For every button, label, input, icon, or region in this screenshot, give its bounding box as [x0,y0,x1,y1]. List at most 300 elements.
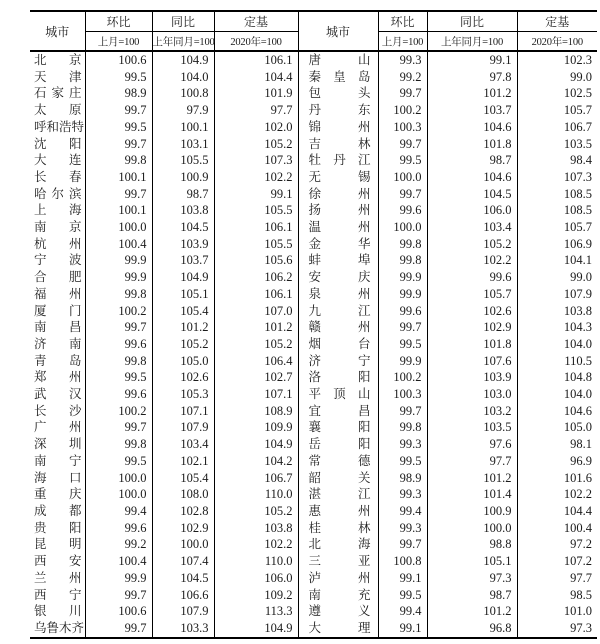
city-cell: 石 家 庄 [30,85,85,102]
table-row [30,620,597,638]
table-row [30,520,597,537]
city-cell: 赣 州 [298,319,378,336]
fixed-value: 104.9 [214,436,298,453]
city-cell: 乌 鲁 木 齐 [30,620,85,638]
yoy-value: 103.2 [427,403,517,420]
city-cell: 沈 阳 [30,136,85,153]
yoy-value: 104.5 [152,570,214,587]
yoy-value: 105.1 [152,286,214,303]
city-cell: 天 津 [30,69,85,86]
mom-value: 99.2 [378,69,427,86]
yoy-value: 107.9 [152,603,214,620]
city-cell: 海 口 [30,470,85,487]
city-cell: 宁 波 [30,252,85,269]
mom-value: 99.7 [85,102,152,119]
fixed-value: 106.9 [563,236,592,251]
mom-value: 99.8 [378,419,427,436]
city-cell: 广 州 [30,419,85,436]
mom-value: 99.9 [85,570,152,587]
fixed-value: 106.1 [214,219,298,236]
table-row [30,303,597,320]
city-cell: 青 岛 [30,353,85,370]
yoy-value: 98.7 [152,186,214,203]
yoy-value: 103.9 [152,236,214,253]
fixed-value: 106.1 [214,286,298,303]
fixed-value: 107.0 [214,303,298,320]
yoy-value: 108.0 [152,486,214,503]
mom-value: 100.2 [378,102,427,119]
table-row [30,51,597,69]
fixed-value: 99.0 [570,69,592,84]
yoy-value: 105.2 [427,236,517,253]
yoy-value: 102.2 [427,252,517,269]
mom-value: 99.5 [378,152,427,169]
mom-value: 99.7 [378,403,427,420]
city-cell: 北 海 [298,536,378,553]
table-row [30,152,597,169]
fixed-value: 105.2 [214,336,298,353]
yoy-value: 107.1 [152,403,214,420]
mom-value: 99.7 [85,186,152,203]
fixed-value: 110.0 [214,553,298,570]
yoy-value: 102.9 [152,520,214,537]
yoy-value: 98.7 [427,587,517,604]
mom-value: 99.8 [85,286,152,303]
fixed-value: 110.0 [214,486,298,503]
mom-value: 100.1 [85,169,152,186]
fixed-value: 106.1 [214,51,298,69]
table-row [30,136,597,153]
fixed-value: 104.0 [563,336,592,351]
city-cell: 徐 州 [298,186,378,203]
table-row [30,336,597,353]
fixed-value: 107.1 [214,386,298,403]
table-row [30,587,597,604]
fixed-value: 97.7 [214,102,298,119]
fixed-value: 105.7 [563,220,592,235]
fixed-value: 104.1 [563,253,592,268]
fixed-value: 103.8 [563,303,592,318]
city-cell: 深 圳 [30,436,85,453]
yoy-value: 103.7 [427,102,517,119]
yoy-value: 103.8 [152,202,214,219]
table-row [30,503,597,520]
city-cell: 武 汉 [30,386,85,403]
mom-value: 99.5 [85,453,152,470]
mom-value: 100.1 [85,202,152,219]
yoy-value: 97.9 [152,102,214,119]
mom-value: 99.4 [378,503,427,520]
city-cell: 长 沙 [30,403,85,420]
mom-value: 98.9 [85,85,152,102]
mom-base-label: 上月=100 [378,32,427,52]
mom-value: 99.7 [378,536,427,553]
table-row [30,536,597,553]
mom-value: 100.0 [85,486,152,503]
mom-value: 99.8 [378,236,427,253]
mom-value: 99.4 [378,603,427,620]
mom-value: 99.6 [378,303,427,320]
mom-value: 99.1 [378,570,427,587]
mom-value: 99.8 [85,353,152,370]
table-row [30,570,597,587]
fixed-value: 103.8 [214,520,298,537]
yoy-value: 100.8 [152,85,214,102]
mom-value: 99.6 [85,386,152,403]
mom-value: 99.7 [85,620,152,638]
fixed-value: 107.9 [563,286,592,301]
fixed-value: 107.2 [563,554,592,569]
mom-value: 99.7 [378,136,427,153]
table-row [30,286,597,303]
mom-value: 99.7 [85,136,152,153]
fixed-value: 101.2 [214,319,298,336]
mom-value: 99.7 [85,419,152,436]
mom-value: 100.0 [378,169,427,186]
mom-value: 99.5 [85,119,152,136]
mom-value: 99.3 [378,436,427,453]
yoy-value: 103.1 [152,136,214,153]
fixed-value: 105.5 [214,236,298,253]
fixed-value: 107.3 [214,152,298,169]
city-cell: 太 原 [30,102,85,119]
fixed-value: 104.3 [563,320,592,335]
table-row [30,419,597,436]
mom-value: 99.3 [378,486,427,503]
yoy-value: 98.7 [427,152,517,169]
fixed-value: 102.0 [214,119,298,136]
city-cell: 南 昌 [30,319,85,336]
fixed-value: 106.7 [563,119,592,134]
table-row [30,386,597,403]
fixed-value: 106.2 [214,269,298,286]
fixed-value: 106.4 [214,353,298,370]
yoy-value: 101.2 [427,470,517,487]
fixed-value: 104.6 [563,403,592,418]
fixed-value: 105.2 [214,136,298,153]
city-cell: 重 庆 [30,486,85,503]
table-row [30,269,597,286]
mom-value: 100.0 [378,219,427,236]
city-cell: 温 州 [298,219,378,236]
mom-value: 99.7 [378,186,427,203]
mom-value: 99.7 [85,319,152,336]
table-row [30,453,597,470]
yoy-value: 100.9 [152,169,214,186]
city-cell: 大 理 [298,620,378,638]
yoy-value: 107.4 [152,553,214,570]
yoy-value: 103.9 [427,369,517,386]
city-cell: 西 安 [30,553,85,570]
mom-base-label: 上月=100 [85,32,152,52]
city-cell: 锦 州 [298,119,378,136]
yoy-value: 102.8 [152,503,214,520]
yoy-value: 102.1 [152,453,214,470]
yoy-value: 97.3 [427,570,517,587]
yoy-value: 97.8 [427,69,517,86]
mom-value: 100.2 [85,403,152,420]
fixed-value: 105.6 [214,252,298,269]
city-cell: 襄 阳 [298,419,378,436]
yoy-header: 同比 [427,11,517,32]
fixed-value: 97.7 [570,570,592,585]
mom-value: 99.9 [85,269,152,286]
yoy-value: 105.2 [152,336,214,353]
mom-value: 98.9 [378,470,427,487]
mom-value: 99.3 [378,51,427,69]
yoy-value: 102.9 [427,319,517,336]
fixed-value: 104.8 [563,370,592,385]
yoy-value: 98.8 [427,536,517,553]
table-row [30,603,597,620]
city-cell: 南 宁 [30,453,85,470]
yoy-value: 101.2 [427,85,517,102]
mom-value: 100.0 [85,219,152,236]
mom-value: 100.4 [85,236,152,253]
city-cell: 昆 明 [30,536,85,553]
city-cell: 西 宁 [30,587,85,604]
mom-value: 99.4 [85,503,152,520]
fixed-value: 104.2 [214,453,298,470]
header-row-main [30,11,597,32]
yoy-value: 102.6 [427,303,517,320]
city-cell: 扬 州 [298,202,378,219]
city-cell: 金 华 [298,236,378,253]
fixed-value: 109.9 [214,419,298,436]
yoy-value: 105.1 [427,553,517,570]
fixed-value: 113.3 [214,603,298,620]
mom-value: 99.8 [85,436,152,453]
mom-value: 100.8 [378,553,427,570]
table-row [30,202,597,219]
fixed-value: 104.4 [214,69,298,86]
city-cell: 蚌 埠 [298,252,378,269]
table-row [30,319,597,336]
mom-value: 99.9 [378,269,427,286]
fixed-value: 98.4 [570,153,592,168]
city-cell: 牡 丹 江 [298,152,378,169]
fixed-value: 98.5 [570,587,592,602]
city-cell: 南 充 [298,587,378,604]
city-cell: 银 川 [30,603,85,620]
city-cell: 常 德 [298,453,378,470]
city-cell: 杭 州 [30,236,85,253]
yoy-value: 97.7 [427,453,517,470]
mom-value: 99.7 [378,319,427,336]
fixed-value: 101.9 [214,85,298,102]
fixed-value: 96.9 [570,453,592,468]
fixed-value: 102.2 [563,487,592,502]
table-row [30,369,597,386]
mom-value: 100.6 [85,51,152,69]
city-cell: 包 头 [298,85,378,102]
city-cell: 兰 州 [30,570,85,587]
mom-header: 环比 [378,11,427,32]
table-row [30,553,597,570]
city-cell: 平 顶 山 [298,386,378,403]
city-cell: 惠 州 [298,503,378,520]
fixed-value: 108.9 [214,403,298,420]
mom-value: 99.8 [378,252,427,269]
table-row [30,102,597,119]
yoy-value: 97.6 [427,436,517,453]
city-cell: 吉 林 [298,136,378,153]
yoy-value: 104.5 [152,219,214,236]
yoy-value: 100.0 [427,520,517,537]
table-body [30,51,597,638]
mom-value: 99.9 [378,286,427,303]
mom-value: 99.6 [85,520,152,537]
table-row [30,85,597,102]
fixed-base-label: 2020年=100 [214,32,298,52]
fixed-value: 101.0 [563,604,592,619]
yoy-header: 同比 [152,11,214,32]
city-cell: 湛 江 [298,486,378,503]
table-row [30,436,597,453]
table-row [30,252,597,269]
fixed-value: 104.0 [563,387,592,402]
yoy-value: 107.9 [152,419,214,436]
mom-value: 99.2 [85,536,152,553]
yoy-value: 104.6 [427,119,517,136]
fixed-value: 102.3 [563,53,592,67]
table-row [30,236,597,253]
yoy-value: 107.6 [427,353,517,370]
fixed-value: 102.5 [563,86,592,101]
yoy-value: 101.2 [427,603,517,620]
yoy-base-label: 上年同月=100 [427,32,517,52]
yoy-value: 103.5 [427,419,517,436]
fixed-value: 97.2 [570,537,592,552]
fixed-base-header: 定基 [517,11,597,32]
yoy-value: 101.4 [427,486,517,503]
fixed-value: 103.5 [563,136,592,151]
mom-value: 99.7 [85,587,152,604]
mom-value: 100.2 [378,369,427,386]
city-cell: 南 京 [30,219,85,236]
table-row [30,219,597,236]
fixed-value: 105.7 [563,103,592,118]
mom-value: 100.6 [85,603,152,620]
yoy-value: 106.0 [427,202,517,219]
mom-value: 99.3 [378,520,427,537]
fixed-value: 110.5 [564,353,592,368]
fixed-value: 101.6 [563,470,592,485]
yoy-value: 104.5 [427,186,517,203]
fixed-value: 99.0 [570,270,592,285]
city-cell: 秦 皇 岛 [298,69,378,86]
mom-value: 99.5 [85,369,152,386]
mom-value: 100.4 [85,553,152,570]
table-row [30,353,597,370]
yoy-value: 103.4 [427,219,517,236]
mom-value: 99.9 [85,252,152,269]
yoy-value: 104.9 [152,51,214,69]
yoy-value: 99.6 [427,269,517,286]
city-cell: 呼 和 浩 特 [30,119,85,136]
fixed-value: 100.4 [563,520,592,535]
city-cell: 遵 义 [298,603,378,620]
table-row [30,69,597,86]
mom-value: 100.3 [378,119,427,136]
yoy-value: 106.6 [152,587,214,604]
city-cell: 济 宁 [298,353,378,370]
city-cell: 贵 阳 [30,520,85,537]
mom-header: 环比 [85,11,152,32]
yoy-value: 104.6 [427,169,517,186]
yoy-value: 105.0 [152,353,214,370]
fixed-value: 99.1 [214,186,298,203]
city-cell: 宜 昌 [298,403,378,420]
yoy-value: 103.3 [152,620,214,638]
yoy-value: 101.2 [152,319,214,336]
city-cell: 九 江 [298,303,378,320]
fixed-value: 102.2 [214,169,298,186]
city-cell: 长 春 [30,169,85,186]
city-cell: 泸 州 [298,570,378,587]
yoy-value: 100.9 [427,503,517,520]
city-header: 城市 [30,11,85,51]
city-cell: 韶 关 [298,470,378,487]
yoy-value: 105.7 [427,286,517,303]
table-row [30,186,597,203]
fixed-value: 107.3 [563,169,592,184]
city-cell: 大 连 [30,152,85,169]
table-row [30,470,597,487]
fixed-value: 108.5 [563,186,592,201]
city-cell: 岳 阳 [298,436,378,453]
city-cell: 哈 尔 滨 [30,186,85,203]
fixed-value: 105.2 [214,503,298,520]
fixed-base-header: 定基 [214,11,298,32]
price-index-table [30,10,597,639]
mom-value: 99.5 [85,69,152,86]
mom-value: 99.6 [85,336,152,353]
mom-value: 99.7 [378,85,427,102]
mom-value: 99.8 [85,152,152,169]
mom-value: 99.5 [378,453,427,470]
yoy-value: 104.9 [152,269,214,286]
fixed-value: 102.7 [214,369,298,386]
city-cell: 洛 阳 [298,369,378,386]
fixed-value: 108.5 [563,203,592,218]
city-cell: 无 锡 [298,169,378,186]
yoy-base-label: 上年同月=100 [152,32,214,52]
fixed-value: 104.9 [214,620,298,638]
yoy-value: 104.0 [152,69,214,86]
yoy-value: 96.8 [427,620,517,638]
yoy-value: 105.4 [152,470,214,487]
city-cell: 安 庆 [298,269,378,286]
city-header: 城市 [298,11,378,51]
yoy-value: 103.0 [427,386,517,403]
yoy-value: 102.6 [152,369,214,386]
fixed-value: 102.2 [214,536,298,553]
yoy-value: 105.3 [152,386,214,403]
mom-value: 99.1 [378,620,427,638]
mom-value: 100.3 [378,386,427,403]
mom-value: 100.0 [85,470,152,487]
city-cell: 唐 山 [298,51,378,69]
yoy-value: 105.5 [152,152,214,169]
mom-value: 99.5 [378,336,427,353]
fixed-value: 104.4 [563,503,592,518]
city-cell: 桂 林 [298,520,378,537]
mom-value: 100.2 [85,303,152,320]
yoy-value: 105.4 [152,303,214,320]
fixed-value: 109.2 [214,587,298,604]
city-cell: 丹 东 [298,102,378,119]
